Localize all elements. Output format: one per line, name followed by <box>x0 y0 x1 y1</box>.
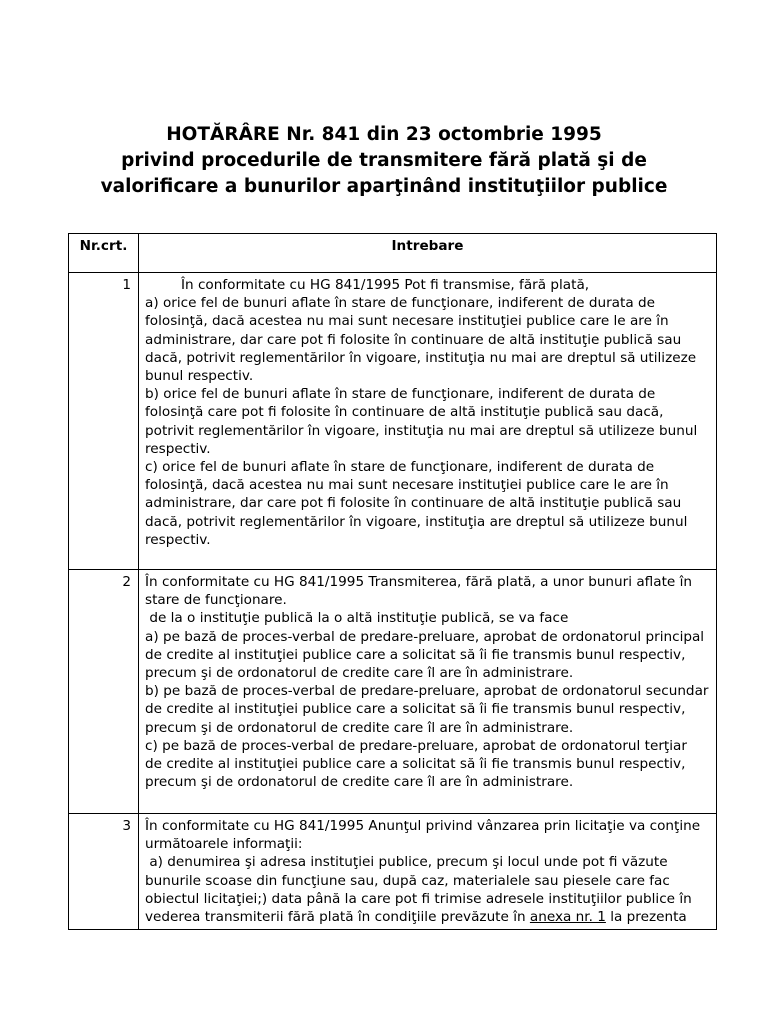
title-line-3: valorificare a bunurilor aparţinând instituţiilor publice <box>100 176 668 197</box>
text-line: precum şi de ordonatorul de credite care îl are în administrare. <box>145 665 574 682</box>
text-line: dacă, potrivit reglementărilor în vigoare, instituţia are dreptul să utilizeze bunul <box>145 513 688 530</box>
title-line-1: HOTĂRÂRE Nr. 841 din 23 octombrie 1995 <box>166 124 602 145</box>
text-line: folosinţă, dacă acestea nu mai sunt necesare instituţiei publice care le are în <box>145 477 669 494</box>
text-line: următoarele informaţii: <box>145 836 303 853</box>
table-row <box>69 273 717 570</box>
question-text <box>139 273 717 570</box>
row-number: 2 <box>69 570 139 814</box>
text-line: precum şi de ordonatorul de credite care îl are în administrare. <box>145 719 574 736</box>
text-fragment: la prezenta <box>605 909 687 926</box>
text-line: de credite al instituţiei publice care a solicitat să îi fie transmis bunul respectiv, <box>145 756 686 773</box>
text-line: de credite al instituţiei publice care a solicitat să îi fie transmis bunul respectiv, <box>145 646 686 663</box>
header-nr-crt: Nr.crt. <box>69 234 139 273</box>
text-line: de la o instituţie publică la o altă instituţie publică, se va face <box>145 610 569 627</box>
text-line: administrare, dar care pot fi folosite în continuare de altă instituţie publică sau <box>145 495 682 512</box>
text-line: stare de funcţionare. <box>145 592 287 609</box>
text-line: folosinţă care pot fi folosite în continuare de altă instituţie publică sau dacă, <box>145 404 664 421</box>
table-row <box>69 570 717 814</box>
text-line: obiectul licitaţiei;) data până la care pot fi trimise adresele instituţiilor publice în <box>145 890 692 907</box>
text-line: a) pe bază de proces-verbal de predare-preluare, aprobat de ordonatorul principal <box>145 628 705 645</box>
anexa-link[interactable]: anexa nr. 1 <box>529 909 606 926</box>
table-header-row <box>69 234 717 273</box>
header-intrebare: Intrebare <box>139 234 717 273</box>
text-line: bunurile scoase din funcţiune sau, după caz, materialele sau piesele care fac <box>145 872 670 889</box>
text-line: b) pe bază de proces-verbal de predare-preluare, aprobat de ordonatorul secundar <box>145 683 709 700</box>
text-line: respectiv. <box>145 440 211 457</box>
questions-table <box>68 233 717 930</box>
text-line: c) orice fel de bunuri aflate în stare de funcţionare, indiferent de durata de <box>145 459 655 476</box>
text-line <box>145 908 710 926</box>
text-line: bunul respectiv. <box>145 368 254 385</box>
question-text <box>139 814 717 930</box>
text-line: a) denumirea şi adresa instituţiei publice, precum şi locul unde pot fi văzute <box>145 854 668 871</box>
text-line: În conformitate cu HG 841/1995 Transmiterea, fără plată, a unor bunuri aflate în <box>145 574 692 590</box>
text-line: dacă, potrivit reglementărilor în vigoare, instituţia nu mai are dreptul să utilizeze <box>145 349 697 366</box>
title-line-2: privind procedurile de transmitere fără plată şi de <box>121 150 647 171</box>
text-line: respectiv. <box>145 531 211 548</box>
text-line: precum şi de ordonatorul de credite care îl are în administrare. <box>145 774 574 791</box>
text-line: În conformitate cu HG 841/1995 Pot fi transmise, fără plată, <box>181 277 590 293</box>
text-line: potrivit reglementărilor în vigoare, instituţia nu mai are dreptul să utilizeze bunul <box>145 422 698 439</box>
row-number: 1 <box>69 273 139 570</box>
text-line: c) pe bază de proces-verbal de predare-preluare, aprobat de ordonatorul terţiar <box>145 737 687 754</box>
text-line: a) orice fel de bunuri aflate în stare de funcţionare, indiferent de durata de <box>145 295 655 312</box>
row-number: 3 <box>69 814 139 930</box>
text-line: b) orice fel de bunuri aflate în stare de funcţionare, indiferent de durata de <box>145 386 656 403</box>
document-title <box>0 122 768 200</box>
text-line: de credite al instituţiei publice care a solicitat să îi fie transmis bunul respectiv, <box>145 701 686 718</box>
text-line: folosinţă, dacă acestea nu mai sunt necesare instituţiei publice care le are în <box>145 313 669 330</box>
text-line: administrare, dar care pot fi folosite în continuare de altă instituţie publică sau <box>145 331 682 348</box>
question-text <box>139 570 717 814</box>
text-line: În conformitate cu HG 841/1995 Anunţul privind vânzarea prin licitaţie va conţine <box>145 818 701 834</box>
text-fragment: vederea transmiterii fără plată în condiţiile prevăzute în <box>145 909 530 926</box>
table-row <box>69 814 717 930</box>
